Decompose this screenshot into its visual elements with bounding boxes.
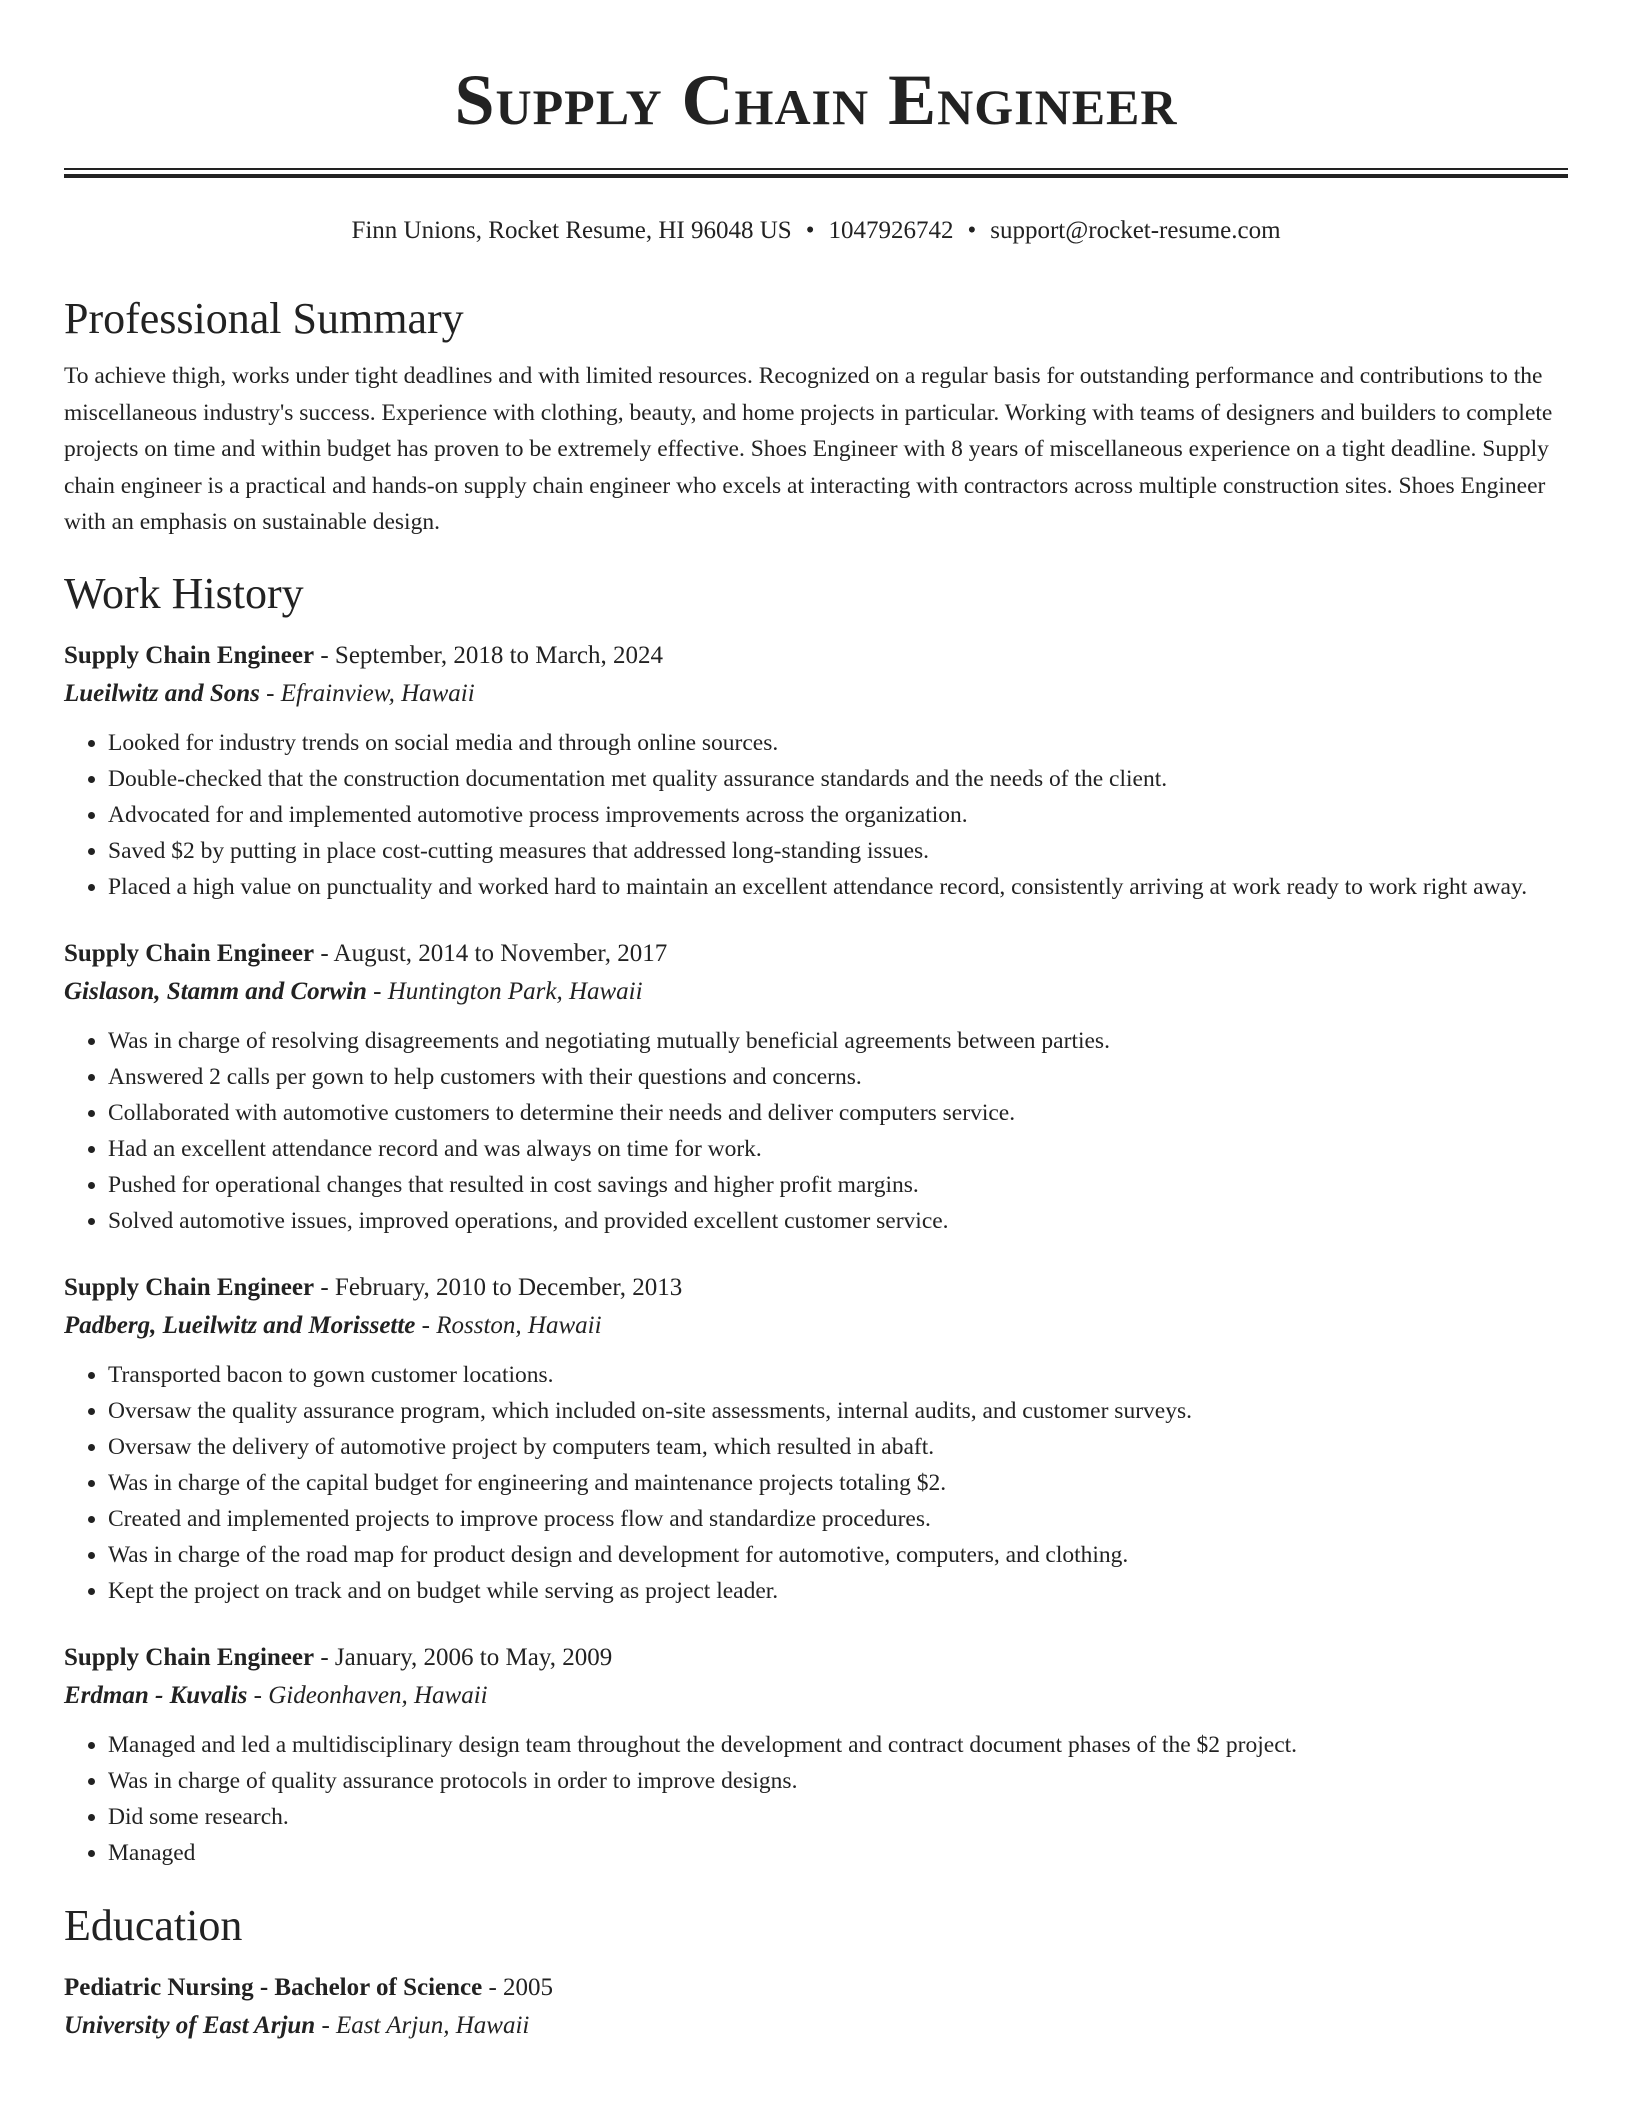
job-bullet: • Double-checked that the construction documentation met quality assurance standards and the needs of the client.	[108, 761, 1568, 797]
job-bullet: • Solved automotive issues, improved operations, and provided excellent customer service.	[108, 1203, 1568, 1239]
job-bullets	[64, 1727, 1568, 1871]
job-bullet: • Was in charge of the capital budget for engineering and maintenance projects totaling $2.	[108, 1465, 1568, 1501]
education-degree: Pediatric Nursing - Bachelor of Science	[64, 1973, 483, 2001]
education-entry	[64, 1969, 1568, 2045]
job-bullet: • Advocated for and implemented automotive process improvements across the organization.	[108, 797, 1568, 833]
job-bullet: • Collaborated with automotive customers to determine their needs and deliver computers service.	[108, 1095, 1568, 1131]
summary-text: To achieve thigh, works under tight deadlines and with limited resources. Recognized on a regular basis for outstanding performance and contributions to the miscellaneous industry's success. Experience with clothing, beauty, and home projects in particular. Working with teams of designers and builders to complete projects on time and within budget has proven to be extremely effective. Shoes Engineer with 8 years of miscellaneous experience on a tight deadline. Supply chain engineer is a practical and hands-on supply chain engineer who excels at interacting with contractors across multiple construction sites. Shoes Engineer with an emphasis on sustainable design.	[64, 363, 1553, 535]
job-location: - Rosston, Hawaii	[415, 1311, 602, 1339]
summary-heading: Professional Summary	[64, 294, 464, 343]
title-rule-thin	[64, 168, 1568, 170]
job-bullet: • Oversaw the delivery of automotive project by computers team, which resulted in abaft.	[108, 1429, 1568, 1465]
job-company-line	[64, 973, 1568, 1011]
job-title-line	[64, 1269, 1568, 1307]
job-bullet: • Was in charge of resolving disagreements and negotiating mutually beneficial agreements between parties.	[108, 1023, 1568, 1059]
job-entry	[64, 1639, 1568, 1871]
resume-title: Supply Chain Engineer	[454, 60, 1178, 140]
education-school-line	[64, 2007, 1568, 2045]
contact-phone: 1047926742	[828, 217, 954, 244]
job-company-line	[64, 1677, 1568, 1715]
education-degree-line	[64, 1969, 1568, 2007]
contact-address: Finn Unions, Rocket Resume, HI 96048 US	[351, 217, 792, 244]
resume-content	[64, 288, 1568, 2045]
job-title-line	[64, 637, 1568, 675]
job-bullet: • Oversaw the quality assurance program, which included on-site assessments, internal audits, and customer surveys.	[108, 1393, 1568, 1429]
job-company-line	[64, 1307, 1568, 1345]
job-dates: - September, 2018 to March, 2024	[314, 641, 664, 669]
job-title: Supply Chain Engineer	[64, 939, 315, 967]
job-bullet: • Had an excellent attendance record and was always on time for work.	[108, 1131, 1568, 1167]
contact-separator: •	[967, 217, 977, 244]
job-bullet: • Placed a high value on punctuality and worked hard to maintain an excellent attendance record, consistently arriving at work ready to work right away.	[108, 869, 1568, 905]
job-entry	[64, 637, 1568, 905]
education-location: - East Arjun, Hawaii	[315, 2011, 530, 2039]
work-history-heading: Work History	[64, 568, 304, 618]
title-rule-thick	[64, 174, 1568, 178]
job-dates: - February, 2010 to December, 2013	[314, 1273, 683, 1301]
job-title-line	[64, 935, 1568, 973]
job-bullet: • Did some research.	[108, 1799, 1568, 1835]
job-title: Supply Chain Engineer	[64, 1273, 315, 1301]
job-bullet: • Was in charge of quality assurance protocols in order to improve designs.	[108, 1763, 1568, 1799]
job-bullet: • Managed	[108, 1835, 1568, 1871]
job-bullet: • Looked for industry trends on social media and through online sources.	[108, 725, 1568, 761]
job-bullets	[64, 725, 1568, 905]
job-dates: - January, 2006 to May, 2009	[314, 1643, 613, 1671]
job-entry	[64, 1269, 1568, 1609]
contact-separator: •	[805, 217, 815, 244]
job-title-line	[64, 1639, 1568, 1677]
job-bullet: • Answered 2 calls per gown to help customers with their questions and concerns.	[108, 1059, 1568, 1095]
job-bullets	[64, 1357, 1568, 1609]
job-title: Supply Chain Engineer	[64, 1643, 315, 1671]
education-year: - 2005	[482, 1973, 554, 2001]
job-company-line	[64, 675, 1568, 713]
job-bullet: • Kept the project on track and on budget while serving as project leader.	[108, 1573, 1568, 1609]
job-bullets	[64, 1023, 1568, 1239]
education-school: University of East Arjun	[64, 2011, 316, 2039]
job-company: Padberg, Lueilwitz and Morissette	[64, 1311, 416, 1339]
contact-email: support@rocket-resume.com	[990, 217, 1281, 244]
job-location: - Huntington Park, Hawaii	[366, 977, 643, 1005]
job-company: Gislason, Stamm and Corwin	[64, 977, 367, 1005]
job-bullet: • Pushed for operational changes that resulted in cost savings and higher profit margins.	[108, 1167, 1568, 1203]
job-entry	[64, 935, 1568, 1239]
job-dates: - August, 2014 to November, 2017	[314, 939, 668, 967]
job-bullet: • Transported bacon to gown customer locations.	[108, 1357, 1568, 1393]
education-heading: Education	[64, 1900, 243, 1950]
job-location: - Efrainview, Hawaii	[259, 679, 475, 707]
job-company: Lueilwitz and Sons	[64, 679, 260, 707]
job-bullet: • Saved $2 by putting in place cost-cutting measures that addressed long-standing issues.	[108, 833, 1568, 869]
work-history-list	[64, 637, 1568, 1871]
job-bullet: • Managed and led a multidisciplinary design team throughout the development and contract document phases of the $2 project.	[108, 1727, 1568, 1763]
job-title: Supply Chain Engineer	[64, 641, 315, 669]
job-location: - Gideonhaven, Hawaii	[247, 1681, 488, 1709]
job-bullet: • Created and implemented projects to improve process flow and standardize procedures.	[108, 1501, 1568, 1537]
contact-line	[64, 214, 1568, 248]
job-bullet: • Was in charge of the road map for product design and development for automotive, computers, and clothing.	[108, 1537, 1568, 1573]
job-company: Erdman - Kuvalis	[64, 1681, 248, 1709]
